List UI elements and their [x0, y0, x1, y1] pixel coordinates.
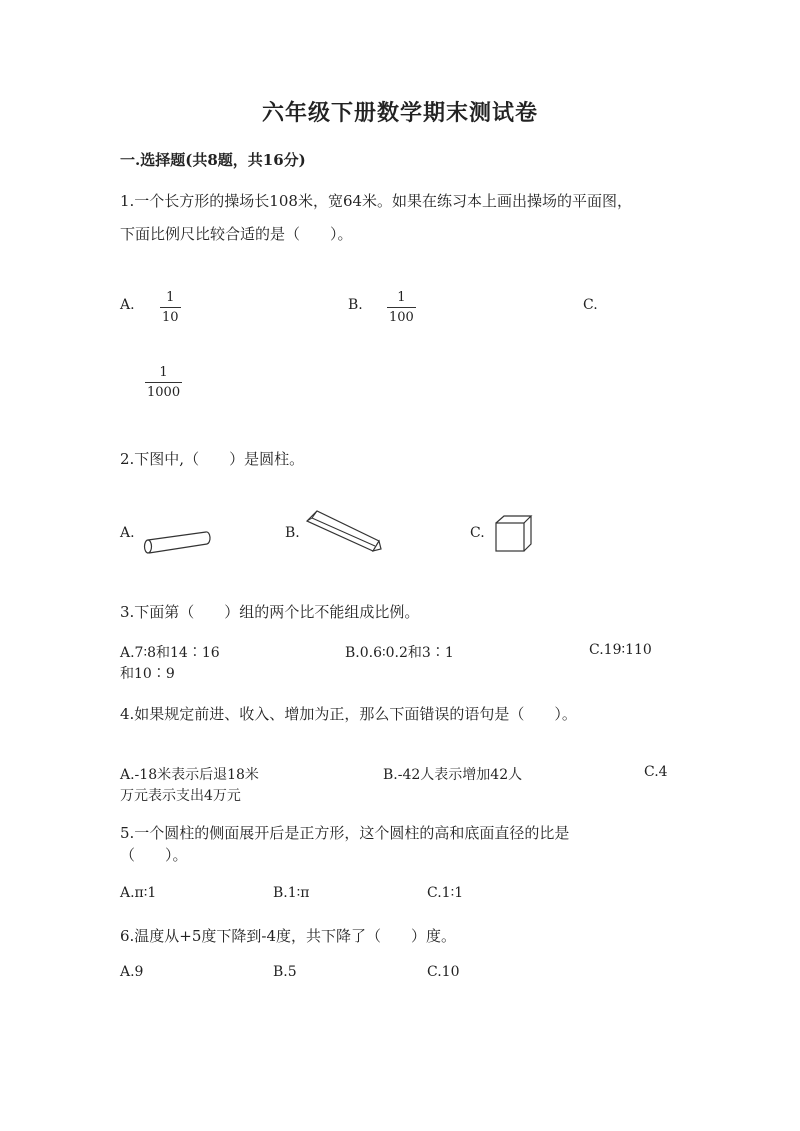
fraction-a [160, 290, 181, 325]
question-3-text: 3.下面第（ ）组的两个比不能组成比例。 [120, 603, 420, 621]
cube-image [493, 513, 535, 555]
fraction-bar [160, 307, 181, 308]
fraction-bar [387, 307, 416, 308]
triangular-prism-image [303, 505, 385, 555]
question-5-option-a[interactable]: A.π∶1 [120, 885, 157, 901]
fraction-a-numerator: 1 [166, 290, 175, 305]
question-5-option-c[interactable]: C.1∶1 [427, 885, 464, 901]
question-1-option-b[interactable]: B. [348, 297, 363, 313]
question-1-option-c[interactable]: C. [583, 297, 598, 313]
question-4-option-c-cont: 万元表示支出4万元 [120, 788, 241, 804]
fraction-c [145, 365, 182, 400]
question-1-option-a[interactable]: A. [120, 297, 135, 313]
fraction-c-denominator: 1000 [147, 385, 181, 400]
fraction-bar [145, 382, 182, 383]
question-3-option-c-cont: 和10∶9 [120, 666, 175, 682]
question-1-text-cont: 下面比例尺比较合适的是（ ）。 [120, 225, 353, 243]
question-4-option-c[interactable]: C.4 [644, 764, 668, 780]
question-1-text: 1.一个长方形的操场长108米，宽64米。如果在练习本上画出操场的平面图， [120, 192, 633, 210]
fraction-c-numerator: 1 [159, 365, 168, 380]
question-4-option-a[interactable]: A.-18米表示后退18米 [120, 767, 259, 783]
page-title: 六年级下册数学期末测试卷 [261, 100, 538, 126]
question-3-option-a[interactable]: A.7∶8和14∶16 [120, 645, 220, 661]
question-2-text: 2.下图中,（ ）是圆柱。 [120, 450, 305, 468]
question-2-option-c[interactable]: C. [470, 525, 485, 541]
question-6-option-b[interactable]: B.5 [273, 964, 297, 980]
question-2-option-b[interactable]: B. [285, 525, 300, 541]
fraction-b [387, 290, 416, 325]
question-2-option-a[interactable]: A. [120, 525, 135, 541]
question-6-option-a[interactable]: A.9 [120, 964, 144, 980]
question-6-text: 6.温度从+5度下降到-4度，共下降了（ ）度。 [120, 927, 457, 945]
question-4-text: 4.如果规定前进、收入、增加为正，那么下面错误的语句是（ ）。 [120, 705, 577, 723]
question-4-option-b[interactable]: B.-42人表示增加42人 [383, 767, 523, 783]
question-5-option-b[interactable]: B.1∶π [273, 885, 310, 901]
section-heading: 一.选择题(共8题，共16分) [120, 151, 306, 169]
fraction-a-denominator: 10 [162, 310, 179, 325]
question-3-option-b[interactable]: B.0.6∶0.2和3∶1 [345, 645, 454, 661]
question-5-text: 5.一个圆柱的侧面展开后是正方形，这个圆柱的高和底面直径的比是 [120, 824, 570, 842]
fraction-b-denominator: 100 [389, 310, 414, 325]
question-6-option-c[interactable]: C.10 [427, 964, 460, 980]
question-3-option-c[interactable]: C.19∶110 [589, 642, 652, 658]
fraction-b-numerator: 1 [397, 290, 406, 305]
question-5-text-cont: （ ）。 [120, 846, 188, 864]
cylinder-image [140, 525, 215, 560]
